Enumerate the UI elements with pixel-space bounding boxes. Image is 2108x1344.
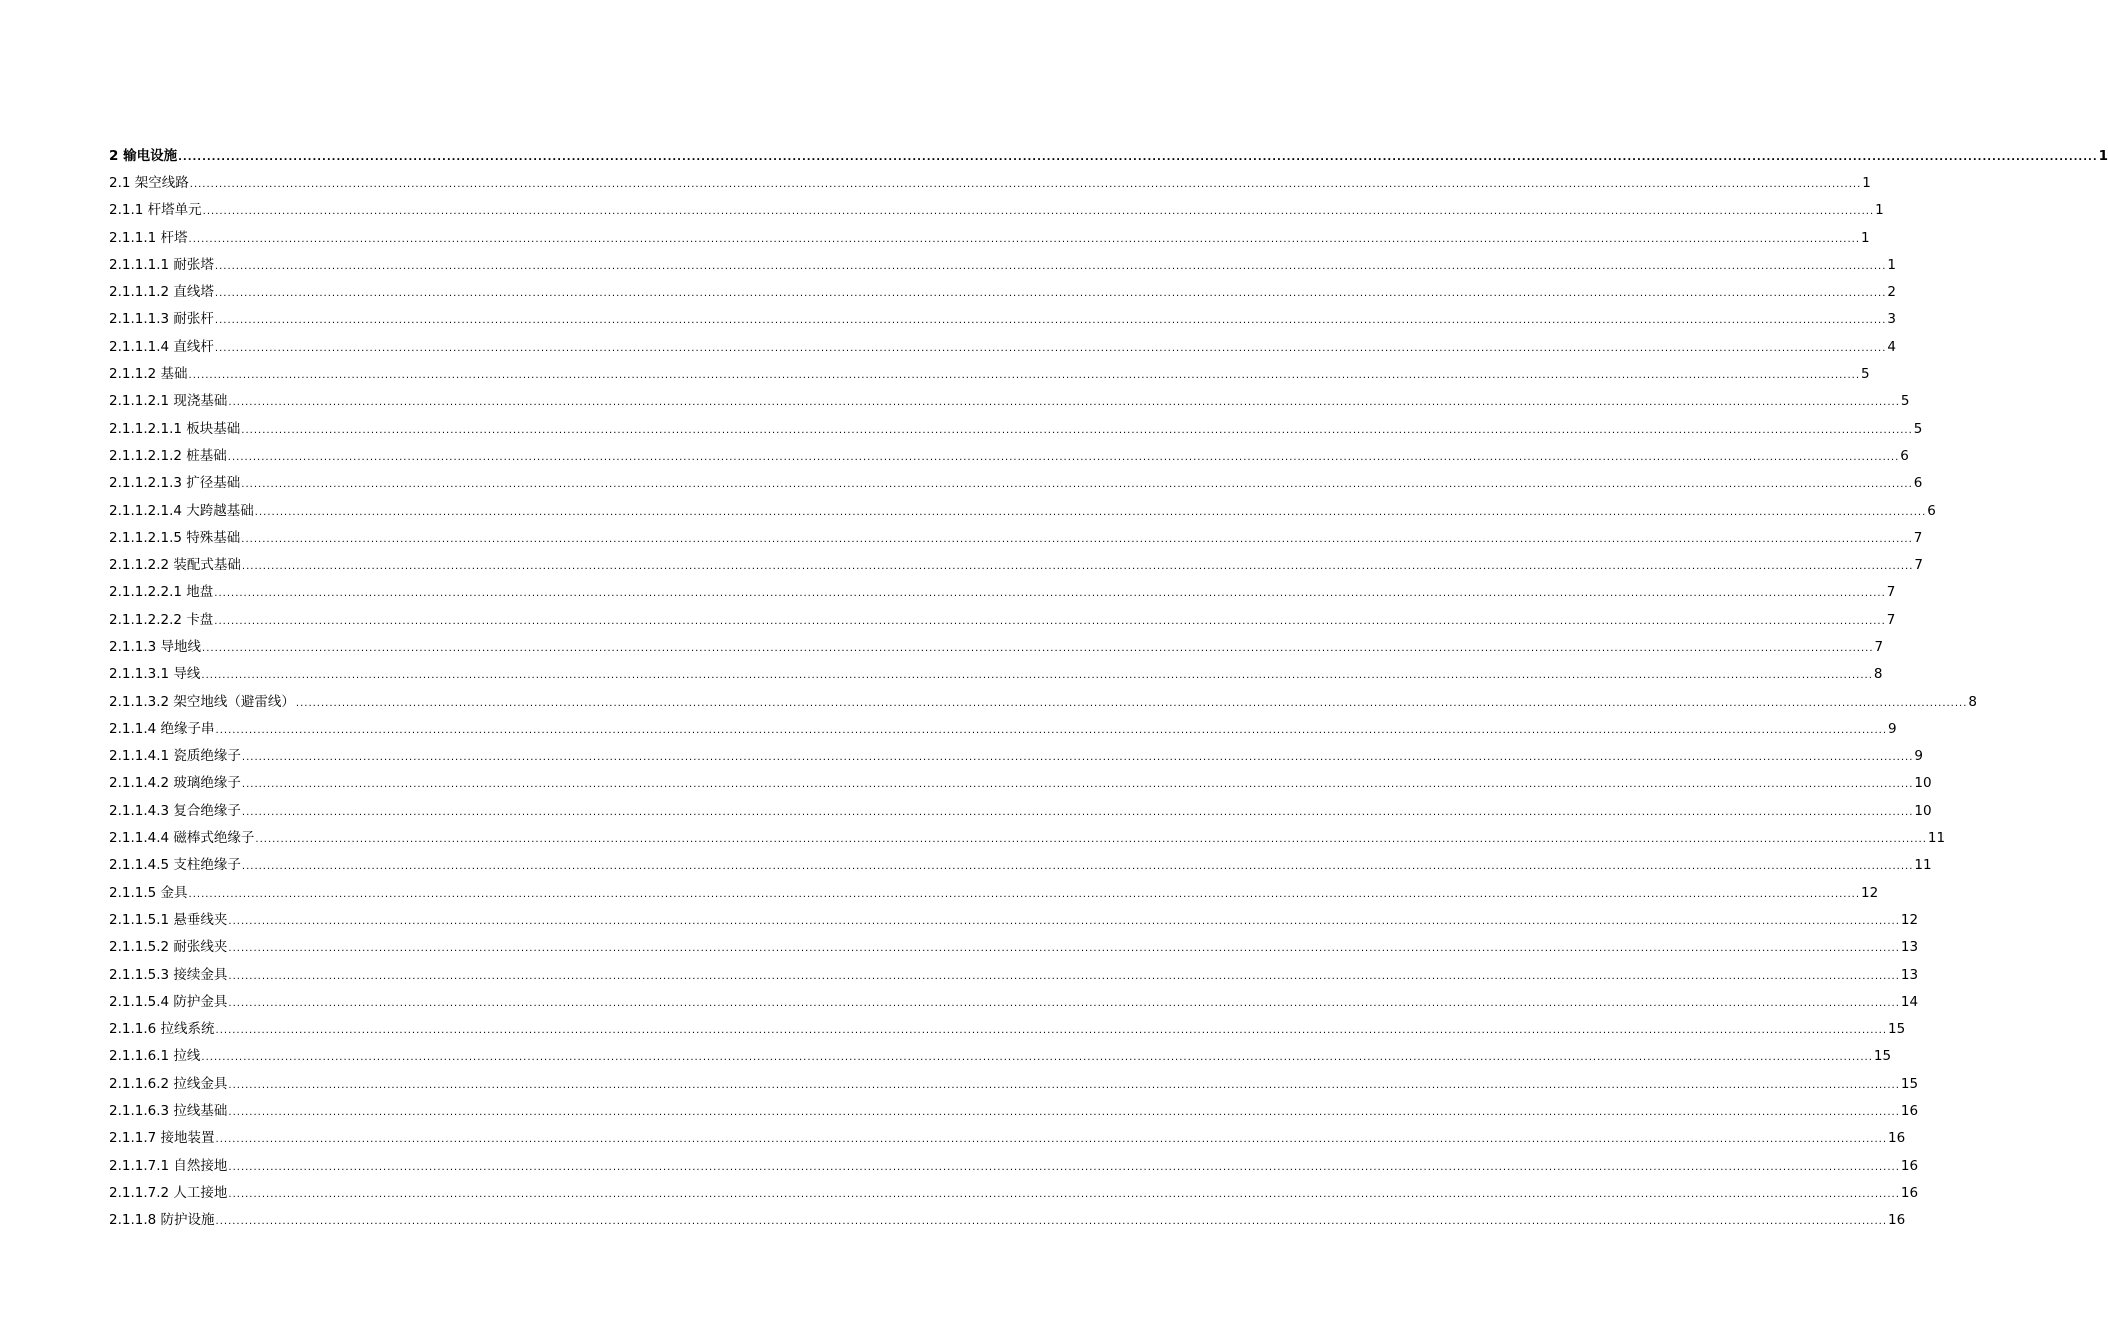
toc-entry-label: 2.1.1.1.4 直线杆: [109, 338, 214, 355]
dot-leader: ................................................................................................................................................................................................................................................................................................................................................................................................................: [241, 861, 1914, 873]
toc-entry-page-number: 6: [1927, 502, 1936, 519]
toc-entry[interactable]: [109, 224, 1870, 251]
toc-entry-label: 2.1.1.6 拉线系统: [109, 1021, 215, 1038]
toc-entry[interactable]: [109, 1097, 1919, 1124]
toc-entry-label: 2.1.1.5.3 接续金具: [109, 966, 228, 983]
dot-leader: ................................................................................................................................................................................................................................................................................................................................................................................................................: [215, 1134, 1888, 1146]
toc-entry[interactable]: [109, 606, 1896, 633]
toc-entry[interactable]: [109, 879, 1879, 906]
toc-entry-label: 2.1.1.2.1.3 扩径基础: [109, 475, 241, 492]
toc-entry-label: 2.1.1.3.2 架空地线（避雷线）: [109, 693, 295, 710]
toc-entry-page-number: 6: [1913, 475, 1923, 492]
toc-entry[interactable]: [109, 1070, 1919, 1097]
toc-entry-label: 2.1.1.7.2 人工接地: [109, 1184, 228, 1201]
dot-leader: ................................................................................................................................................................................................................................................................................................................................................................................................................: [228, 1161, 1900, 1173]
toc-entry-label: 2.1.1.5.1 悬垂线夹: [109, 911, 228, 928]
toc-entry-page-number: 7: [1886, 584, 1896, 601]
toc-entry-label: 2.1.1.1 杆塔: [109, 229, 188, 246]
toc-entry-label: 2.1.1 杆塔单元: [109, 202, 202, 219]
toc-entry[interactable]: [109, 743, 1923, 770]
dot-leader: ................................................................................................................................................................................................................................................................................................................................................................................................................: [189, 178, 1862, 190]
toc-entry-label: 2.1.1.2.1.5 特殊基础: [109, 529, 241, 546]
toc-entry[interactable]: [109, 442, 1909, 469]
toc-entry-page-number: 15: [1873, 1048, 1892, 1065]
toc-entry[interactable]: [109, 169, 1871, 196]
dot-leader: ................................................................................................................................................................................................................................................................................................................................................................................................................: [215, 1216, 1888, 1228]
toc-entry[interactable]: [109, 824, 1946, 851]
dot-leader: ................................................................................................................................................................................................................................................................................................................................................................................................................: [188, 233, 1861, 245]
toc-entry-label: 2.1.1.3 导地线: [109, 638, 202, 655]
dot-leader: ................................................................................................................................................................................................................................................................................................................................................................................................................: [215, 1025, 1888, 1037]
toc-entry[interactable]: [109, 278, 1896, 305]
toc-entry-label: 2.1.1.2.2 装配式基础: [109, 557, 241, 574]
toc-entry[interactable]: [109, 388, 1910, 415]
toc-entry-page-number: 5: [1900, 393, 1910, 410]
dot-leader: ................................................................................................................................................................................................................................................................................................................................................................................................................: [228, 1107, 1900, 1119]
toc-entry-label: 2.1.1.7 接地装置: [109, 1130, 215, 1147]
toc-entry[interactable]: [109, 415, 1923, 442]
toc-entry[interactable]: [109, 551, 1923, 578]
toc-entry[interactable]: [109, 1179, 1919, 1206]
toc-entry[interactable]: [109, 470, 1923, 497]
toc-entry-label: 2.1.1.1.2 直线塔: [109, 284, 214, 301]
dot-leader: ................................................................................................................................................................................................................................................................................................................................................................................................................: [241, 806, 1914, 818]
dot-leader: ................................................................................................................................................................................................................................................................................................................................................................................................................: [214, 288, 1887, 300]
dot-leader: ................................................................................................................................................................................................................................................................................................................................................................................................................: [214, 260, 1887, 272]
toc-entry[interactable]: [109, 988, 1919, 1015]
dot-leader: ................................................................................................................................................................................................................................................................................................................................................................................................................: [214, 315, 1887, 327]
toc-entry-label: 2.1.1.6.2 拉线金具: [109, 1075, 228, 1092]
toc-entry-label: 2.1.1.6.1 拉线: [109, 1048, 201, 1065]
toc-entry[interactable]: [109, 1152, 1919, 1179]
dot-leader: ................................................................................................................................................................................................................................................................................................................................................................................................................: [241, 561, 1914, 573]
toc-entry-page-number: 12: [1900, 911, 1919, 928]
toc-entry-label: 2.1.1.2.2.2 卡盘: [109, 611, 214, 628]
toc-entry-page-number: 13: [1900, 939, 1919, 956]
dot-leader: ................................................................................................................................................................................................................................................................................................................................................................................................................: [228, 1079, 1900, 1091]
toc-entry[interactable]: [109, 770, 1932, 797]
dot-leader: ................................................................................................................................................................................................................................................................................................................................................................................................................: [228, 943, 1900, 955]
dot-leader: ................................................................................................................................................................................................................................................................................................................................................................................................................: [241, 424, 1913, 436]
toc-entry-page-number: 5: [1913, 420, 1923, 437]
dot-leader: ................................................................................................................................................................................................................................................................................................................................................................................................................: [255, 834, 1927, 846]
dot-leader: ................................................................................................................................................................................................................................................................................................................................................................................................................: [241, 479, 1913, 491]
toc-entry-page-number: 11: [1927, 830, 1946, 847]
toc-entry-page-number: 16: [1888, 1212, 1906, 1229]
toc-entry-page-number: 6: [1900, 447, 1909, 464]
toc-entry[interactable]: [109, 251, 1896, 278]
toc-entry-page-number: 1: [1887, 256, 1896, 273]
dot-leader: ................................................................................................................................................................................................................................................................................................................................................................................................................: [188, 888, 1861, 900]
toc-entry-page-number: 7: [1874, 638, 1884, 655]
dot-leader: ................................................................................................................................................................................................................................................................................................................................................................................................................: [201, 1052, 1873, 1064]
toc-entry-page-number: 12: [1861, 884, 1879, 901]
toc-entry-label: 2.1.1.1.1 耐张塔: [109, 256, 214, 273]
toc-entry[interactable]: [109, 1125, 1906, 1152]
toc-entry[interactable]: [109, 497, 1936, 524]
table-of-contents: [109, 142, 2108, 1234]
toc-entry[interactable]: [109, 688, 1977, 715]
dot-leader: ................................................................................................................................................................................................................................................................................................................................................................................................................: [228, 397, 1900, 409]
toc-entry[interactable]: [109, 1016, 1906, 1043]
toc-entry-label: 2.1.1.1.3 耐张杆: [109, 311, 214, 328]
dot-leader: ................................................................................................................................................................................................................................................................................................................................................................................................................: [254, 506, 1927, 518]
toc-entry-label: 2.1.1.7.1 自然接地: [109, 1157, 228, 1174]
toc-entry-label: 2.1.1.2.1 现浇基础: [109, 393, 228, 410]
dot-leader: ................................................................................................................................................................................................................................................................................................................................................................................................................: [214, 342, 1887, 354]
toc-entry[interactable]: [109, 360, 1870, 387]
toc-entry[interactable]: [109, 579, 1896, 606]
toc-entry-label: 2.1.1.2.2.1 地盘: [109, 584, 214, 601]
toc-entry[interactable]: [109, 1207, 1906, 1234]
dot-leader: ................................................................................................................................................................................................................................................................................................................................................................................................................: [241, 752, 1914, 764]
toc-entry-page-number: 5: [1861, 366, 1870, 383]
dot-leader: ................................................................................................................................................................................................................................................................................................................................................................................................................: [241, 779, 1914, 791]
dot-leader: ................................................................................................................................................................................................................................................................................................................................................................................................................: [228, 915, 1900, 927]
toc-entry-label: 2.1.1.5 金具: [109, 884, 188, 901]
toc-entry-page-number: 8: [1968, 693, 1977, 710]
toc-entry[interactable]: [109, 524, 1923, 551]
dot-leader: ................................................................................................................................................................................................................................................................................................................................................................................................................: [241, 533, 1913, 545]
dot-leader: ................................................................................................................................................................................................................................................................................................................................................................................................................: [214, 615, 1886, 627]
dot-leader: ................................................................................................................................................................................................................................................................................................................................................................................................................: [215, 724, 1888, 736]
toc-entry-page-number: 7: [1913, 529, 1923, 546]
toc-entry-page-number: 2: [1887, 284, 1896, 301]
toc-entry-page-number: 8: [1873, 666, 1883, 683]
toc-entry-label: 2.1.1.4.1 瓷质绝缘子: [109, 748, 241, 765]
dot-leader: ................................................................................................................................................................................................................................................................................................................................................................................................................: [295, 697, 1968, 709]
toc-entry-label: 2.1.1.2 基础: [109, 366, 188, 383]
dot-leader: ................................................................................................................................................................................................................................................................................................................................................................................................................: [202, 206, 1875, 218]
toc-entry-label: 2.1.1.4.2 玻璃绝缘子: [109, 775, 241, 792]
toc-entry-page-number: 16: [1900, 1184, 1919, 1201]
toc-entry-page-number: 1: [2098, 147, 2108, 164]
toc-entry-label: 2 输电设施: [109, 147, 178, 164]
dot-leader: ................................................................................................................................................................................................................................................................................................................................................................................................................: [202, 642, 1874, 654]
toc-entry-page-number: 3: [1887, 311, 1896, 328]
toc-entry[interactable]: [109, 142, 2108, 169]
dot-leader: ................................................................................................................................................................................................................................................................................................................................................................................................................: [188, 370, 1861, 382]
toc-entry[interactable]: [109, 934, 1919, 961]
toc-entry-page-number: 10: [1914, 775, 1932, 792]
toc-entry-label: 2.1.1.5.4 防护金具: [109, 993, 228, 1010]
toc-entry-page-number: 10: [1914, 802, 1932, 819]
toc-entry[interactable]: [109, 333, 1896, 360]
toc-entry-label: 2.1.1.5.2 耐张线夹: [109, 939, 228, 956]
toc-entry-page-number: 1: [1875, 202, 1884, 219]
toc-entry-page-number: 14: [1900, 993, 1919, 1010]
toc-entry[interactable]: [109, 633, 1884, 660]
toc-entry[interactable]: [109, 797, 1932, 824]
toc-entry-page-number: 15: [1900, 1075, 1919, 1092]
toc-entry[interactable]: [109, 906, 1919, 933]
dot-leader: ................................................................................................................................................................................................................................................................................................................................................................................................................: [178, 151, 2098, 163]
toc-entry-page-number: 16: [1888, 1130, 1906, 1147]
toc-entry-page-number: 9: [1914, 748, 1923, 765]
toc-entry-page-number: 15: [1888, 1021, 1906, 1038]
toc-entry-label: 2.1.1.2.1.1 板块基础: [109, 420, 241, 437]
toc-entry[interactable]: [109, 1043, 1892, 1070]
dot-leader: ................................................................................................................................................................................................................................................................................................................................................................................................................: [227, 451, 1900, 463]
toc-entry-page-number: 1: [1862, 174, 1871, 191]
toc-entry-page-number: 13: [1900, 966, 1919, 983]
toc-entry-label: 2.1.1.4.4 磁棒式绝缘子: [109, 830, 255, 847]
dot-leader: ................................................................................................................................................................................................................................................................................................................................................................................................................: [228, 970, 1900, 982]
dot-leader: ................................................................................................................................................................................................................................................................................................................................................................................................................: [214, 588, 1886, 600]
toc-entry[interactable]: [109, 197, 1884, 224]
toc-entry-page-number: 7: [1886, 611, 1896, 628]
toc-entry-label: 2.1.1.4 绝缘子串: [109, 720, 215, 737]
toc-entry-label: 2.1.1.6.3 拉线基础: [109, 1103, 228, 1120]
dot-leader: ................................................................................................................................................................................................................................................................................................................................................................................................................: [201, 670, 1873, 682]
toc-entry[interactable]: [109, 961, 1919, 988]
toc-entry[interactable]: [109, 661, 1883, 688]
dot-leader: ................................................................................................................................................................................................................................................................................................................................................................................................................: [228, 1188, 1900, 1200]
toc-entry-page-number: 7: [1914, 557, 1923, 574]
toc-entry-label: 2.1.1.3.1 导线: [109, 666, 201, 683]
toc-entry-label: 2.1.1.2.1.4 大跨越基础: [109, 502, 254, 519]
toc-entry-label: 2.1.1.4.3 复合绝缘子: [109, 802, 241, 819]
toc-entry[interactable]: [109, 852, 1932, 879]
toc-entry[interactable]: [109, 306, 1896, 333]
toc-entry-page-number: 16: [1900, 1103, 1919, 1120]
toc-entry[interactable]: [109, 715, 1897, 742]
dot-leader: ................................................................................................................................................................................................................................................................................................................................................................................................................: [228, 997, 1900, 1009]
toc-entry-page-number: 4: [1887, 338, 1896, 355]
toc-entry-page-number: 16: [1900, 1157, 1919, 1174]
toc-entry-page-number: 9: [1888, 720, 1897, 737]
toc-entry-label: 2.1.1.8 防护设施: [109, 1212, 215, 1229]
toc-entry-page-number: 11: [1914, 857, 1932, 874]
toc-entry-label: 2.1 架空线路: [109, 174, 189, 191]
toc-entry-page-number: 1: [1861, 229, 1870, 246]
toc-entry-label: 2.1.1.4.5 支柱绝缘子: [109, 857, 241, 874]
toc-entry-label: 2.1.1.2.1.2 桩基础: [109, 447, 227, 464]
